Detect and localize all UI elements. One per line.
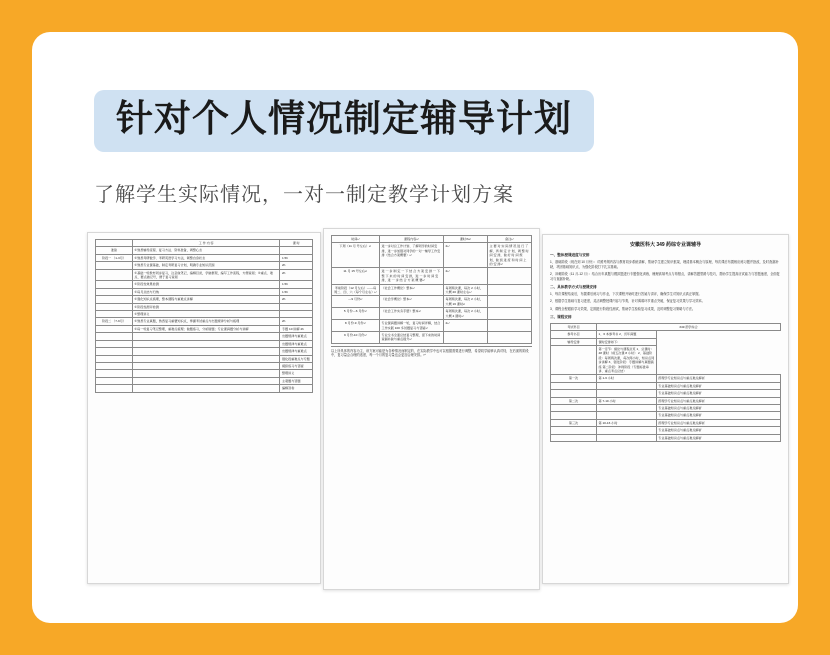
right-course-cell: 专业基础知识点与重点难点解析	[656, 434, 780, 441]
table-row	[96, 370, 313, 377]
table-row	[332, 296, 532, 308]
right-course-table	[550, 323, 781, 442]
middle-schedule-cell: 《社会工作概论》整本↵	[380, 284, 444, 296]
right-header-0: 考试科目	[551, 323, 597, 330]
middle-schedule-cell: 专业全书全面总结复习整理，留下来的时间查漏补缺与重点提升↵	[380, 331, 444, 343]
table-row	[96, 269, 313, 281]
left-plan-cell	[96, 311, 133, 318]
middle-schedule-cell: 下周（11 月 号左右）↵	[332, 243, 380, 268]
right-section-heading: 一、整体授课进度与安排	[550, 253, 590, 257]
middle-header-1: 课程内容↵	[380, 236, 444, 243]
middle-header-2: 课时/h↵	[444, 236, 488, 243]
left-plan-cell	[96, 340, 133, 347]
right-course-cell: 专业基础知识点与重点难点解析	[656, 412, 780, 419]
right-section-paragraph: 3、课程全程跟踪学习效果，定期进行阶段性测试，帮助学生检验复习成果，及时调整复习策略与方法。	[550, 306, 696, 311]
middle-schedule-cell	[488, 268, 532, 284]
middle-schedule-cell: 5 月份—6 月份↵	[332, 308, 380, 320]
middle-schedule-cell	[488, 284, 532, 296]
left-plan-cell	[96, 262, 133, 269]
middle-schedule-cell: 《社会学概论》整本↵	[380, 296, 444, 308]
table-row	[551, 405, 781, 412]
right-course-cell: 药理学专业知识点与重点难点解析	[656, 397, 780, 404]
right-section-paragraph: 1、基础阶段（现在到 10 月份）：对照考纲内容与教材同步系统讲解，帮助学生建立知识框架，理清基本概念与原理，每次课后布置相应练习题并批改，及时查漏补缺，巩固基础知识点，为强化阶段打下扎实基础。	[550, 260, 779, 269]
left-plan-cell: 整理讲义	[280, 370, 313, 377]
table-row	[96, 296, 313, 303]
table-row	[96, 325, 313, 332]
left-plan-cell	[96, 288, 133, 295]
left-plan-cell	[132, 340, 280, 347]
right-course-cell: 药理学专业知识点与重点难点解析	[656, 419, 780, 426]
left-plan-cell	[132, 348, 280, 355]
left-plan-cell: 出题规律与重难点	[280, 348, 313, 355]
middle-schedule-cell: 每周两次课，每次 2 小时，大概 16 课时↵	[444, 296, 488, 308]
right-course-cell: 第 7-10 小时	[597, 397, 657, 404]
middle-schedule-cell	[488, 320, 532, 332]
left-plan-cell	[96, 362, 133, 369]
left-plan-cell: 2h	[280, 262, 313, 269]
middle-schedule-cell: 每周两次课，每次 2 小时，大概 20 课时左右↵	[444, 284, 488, 296]
middle-schedule-cell	[488, 296, 532, 308]
left-plan-cell: 1.5h	[280, 281, 313, 288]
right-course-cell: 药理学专业知识点与重点难点解析	[656, 375, 780, 382]
table-row	[332, 268, 532, 284]
table-row	[96, 377, 313, 384]
table-row	[96, 247, 313, 254]
left-plan-cell: ①强化知识点梳理，整本课程与重难点讲解	[132, 296, 280, 303]
table-row	[551, 397, 781, 404]
right-course-cell: 第三次	[551, 419, 597, 426]
left-plan-cell	[96, 281, 133, 288]
right-doc-sections	[550, 253, 781, 320]
right-section-paragraph: 2、根据学生基础与复习进度，灵活调整授课内容与节奏，针对薄弱环节重点突破，保证复习效果与学习效率。	[550, 299, 705, 304]
left-plan-cell	[132, 355, 280, 362]
right-course-cell: 第 1-6 小时	[597, 375, 657, 382]
document-schedule-table-middle[interactable]	[323, 228, 540, 590]
table-row	[96, 318, 313, 325]
table-row	[96, 262, 313, 269]
middle-schedule-cell: 《社会工作实务手册》整本↵	[380, 308, 444, 320]
right-section-paragraph: 1、每次课程结束后，布置课后练习与作业，下次课程开始时进行答疑与讲评，确保学生对知识点真正掌握。	[550, 291, 702, 296]
middle-schedule-cell	[488, 308, 532, 320]
right-section-heading: 三、课程安排	[550, 314, 572, 319]
table-row	[96, 281, 313, 288]
right-course-cell: 专业基础知识点与重点难点解析	[656, 427, 780, 434]
table-row	[96, 362, 313, 369]
table-row	[96, 348, 313, 355]
right-course-cell	[597, 412, 657, 419]
left-plan-cell	[96, 385, 133, 392]
document-gallery	[87, 228, 787, 588]
left-plan-cell	[96, 325, 133, 332]
right-course-cell: 第一次	[551, 375, 597, 382]
left-plan-cell: 阶段一 （1-3月）	[96, 254, 133, 261]
table-row	[332, 284, 532, 296]
left-plan-cell: 2h	[280, 318, 313, 325]
table-row	[551, 331, 781, 338]
table-row	[96, 311, 313, 318]
left-plan-cell: ①阶段性效果检测	[132, 281, 280, 288]
left-plan-cell	[132, 362, 280, 369]
right-course-cell	[597, 434, 657, 441]
left-plan-cell: ①熟悉专业课基础，制定考研复习计划，明确专业知识范围	[132, 262, 280, 269]
document-tutoring-plan-right[interactable]	[542, 234, 789, 584]
left-header-1: 工 作 内 容	[132, 240, 280, 247]
table-row	[96, 333, 313, 340]
right-course-cell	[551, 434, 597, 441]
left-plan-cell: ①每月总结与归纳	[132, 288, 280, 295]
middle-schedule-cell: 主 要 对 实 际 情 况 进 行 了 解，再 制 定 计 划，调 整 时 间 安 排，做 好 时 间 规 划，做 到 进 度 和 时 间 上 的 安 排↵	[488, 243, 532, 268]
table-header-row	[332, 236, 532, 243]
left-plan-cell	[280, 247, 313, 254]
left-plan-cell	[96, 370, 133, 377]
left-plan-cell: 主观题与答题	[280, 377, 313, 384]
left-plan-table	[95, 239, 313, 393]
page-title: 针对个人情况制定辅导计划	[116, 98, 572, 139]
table-row	[551, 427, 781, 434]
middle-schedule-cell: 进 一 步 制 定 一 下 结 合 方 案 安 排 一 下 整 下 来 的 时 间 安 排，进 一 步 时 间 安 排，进 一 步 结 合 方 案 概 要↵	[380, 268, 444, 284]
right-course-cell: 专业基础知识点与重点难点解析	[656, 405, 780, 412]
right-course-cell: 1、6 本参考书 2、历年真题	[597, 331, 657, 338]
left-plan-cell	[96, 377, 133, 384]
right-doc-title: 安徽医科大 349 药综专业课辅导	[629, 242, 702, 248]
table-row	[332, 320, 532, 332]
right-course-cell	[597, 427, 657, 434]
left-plan-cell: ①熟悉辅导流程、复习方法、资料准备，调整心态	[132, 247, 280, 254]
left-plan-cell	[132, 377, 280, 384]
table-row	[332, 331, 532, 343]
table-row	[551, 390, 781, 397]
left-plan-cell: 2h	[280, 269, 313, 281]
middle-schedule-cell: 8 月份-9 月份↵	[332, 320, 380, 332]
middle-schedule-cell: 专业课真题讲解一轮，复习时间详解，结合工作实践 100 多试题复习与答疑↵	[380, 320, 444, 332]
left-plan-cell: ①基础一轮教材同步复习，注意做笔记，编辑目录，学做框架，编写工作流程，方便查阅；②重点、难点、要点做记号，便于复习查阅	[132, 269, 280, 281]
left-plan-cell	[96, 333, 133, 340]
left-plan-cell	[280, 311, 313, 318]
middle-schedule-cell	[488, 331, 532, 343]
left-plan-cell	[96, 303, 133, 310]
table-row	[96, 254, 313, 261]
middle-schedule-table	[331, 235, 532, 344]
left-plan-cell	[132, 333, 280, 340]
left-plan-cell: 1.5h	[280, 254, 313, 261]
left-plan-cell: 1.5h	[280, 288, 313, 295]
right-section-paragraph: 2、冲刺阶段（11 月-12 月）：结合历年真题与模拟题进行专题强化训练，梳理高频考点与易错点，讲解答题思路与技巧，帮助学生提高应试能力与答题速度，全面复习与查漏补缺。	[550, 272, 780, 281]
left-plan-cell	[132, 385, 280, 392]
right-course-cell: 第一章节：绪论与课程总览 1、总课时：48 课时（前五次课 8 小时） 2、基础阶段：每周两次课，每次两小时，知识点同步讲解 3、强化阶段：专题讲解与真题演练 第二阶段：冲刺阶段（专题标准串讲、重点考点总结）	[597, 345, 657, 374]
right-course-cell: 第 10-16 小时	[597, 419, 657, 426]
document-right-body	[543, 235, 788, 448]
document-left-body	[88, 233, 320, 399]
table-row	[96, 303, 313, 310]
table-row	[551, 434, 781, 441]
right-course-cell	[551, 427, 597, 434]
table-row	[96, 340, 313, 347]
table-row	[551, 345, 781, 374]
right-course-cell	[551, 405, 597, 412]
middle-schedule-cell: 每周两次课，每次 2 小时，大概 4 课时↵	[444, 308, 488, 320]
left-plan-cell: ①熟悉考研数学、考研英语学习方法，调整自身状态	[132, 254, 280, 261]
left-plan-cell	[96, 296, 133, 303]
table-row	[96, 385, 313, 392]
right-course-cell	[551, 382, 597, 389]
table-header-row	[551, 323, 781, 330]
left-plan-cell	[96, 355, 133, 362]
right-header-1: 349 药学综合	[597, 323, 781, 330]
right-course-cell: 辅导安排	[551, 338, 597, 345]
left-plan-cell: ①每一轮复习笔记整理，重难点梳理；做题练习，分析错题；专业课真题分析与讲解	[132, 325, 280, 332]
right-course-cell: 参考书目	[551, 331, 597, 338]
middle-schedule-cell	[444, 331, 488, 343]
table-row	[551, 338, 781, 345]
left-plan-cell	[280, 303, 313, 310]
left-plan-cell: 出题规律与重难点	[280, 333, 313, 340]
table-row	[551, 382, 781, 389]
middle-table-footer: 以上所具体的内容为主，该方案可能是为各种情况而制定的，在实际教学中也可以根据需要进行调整，希望同学能够认真对待，在后面的阶段中，复习量会合理的适度，每一个月的复习量也会更加合理安排。↵	[331, 346, 532, 358]
left-header-0	[96, 240, 133, 247]
middle-schedule-cell: 2↵	[444, 243, 488, 268]
middle-schedule-cell: 考前阶段（12 月左右）——每周二、四、六（每个月左右）↵	[332, 284, 380, 296]
table-row	[96, 355, 313, 362]
middle-schedule-cell: 2↵	[444, 320, 488, 332]
left-plan-cell: ①阶段性测评检测	[132, 303, 280, 310]
table-row	[96, 288, 313, 295]
left-plan-cell: 阶段二 （7-9月）	[96, 318, 133, 325]
left-plan-cell: 准备	[96, 247, 133, 254]
right-course-cell	[597, 405, 657, 412]
table-row	[551, 419, 781, 426]
right-course-cell: 课时安排如下：	[597, 338, 657, 345]
table-row	[551, 375, 781, 382]
left-plan-cell: ①整理讲义	[132, 311, 280, 318]
left-plan-cell	[132, 370, 280, 377]
left-plan-cell: ①熟悉专业真题，熟悉复习重要知识点，掌握考试重点与出题规律分析与梳理	[132, 318, 280, 325]
document-middle-body	[324, 229, 539, 364]
poster-card	[32, 32, 798, 623]
middle-schedule-cell: 进一步对总工作计划、了解同学的时间安排，进一步加强对同学的一对一辅导工作安排（结合方案概要）↵	[380, 243, 444, 268]
right-course-cell	[597, 382, 657, 389]
middle-schedule-cell: —9 月份↵	[332, 296, 380, 308]
table-row	[551, 412, 781, 419]
right-course-cell: 专业基础知识点与重点难点解析	[656, 382, 780, 389]
table-header-row	[96, 240, 313, 247]
left-plan-cell	[96, 269, 133, 281]
title-highlight-pill	[94, 90, 594, 152]
right-course-cell	[551, 390, 597, 397]
table-row	[332, 308, 532, 320]
middle-schedule-cell: 11 月 15 号左右↵	[332, 268, 380, 284]
right-section-heading: 二、具体教学方式与授课安排	[550, 284, 597, 289]
page-subtitle: 了解学生实际情况，一对一制定教学计划方案	[94, 184, 514, 206]
left-plan-cell	[96, 348, 133, 355]
left-plan-cell: 2h	[280, 296, 313, 303]
left-plan-cell: 模拟练习与答疑	[280, 362, 313, 369]
right-course-cell: 第二次	[551, 397, 597, 404]
left-plan-cell: 专题 10 讲解 4h	[280, 325, 313, 332]
title-block	[94, 90, 594, 152]
table-row	[332, 243, 532, 268]
left-plan-cell: 强化段重难点与专题	[280, 355, 313, 362]
left-plan-cell: 编辑答卷	[280, 385, 313, 392]
right-course-cell	[551, 412, 597, 419]
middle-header-3: 备注↵	[488, 236, 532, 243]
right-course-cell	[597, 390, 657, 397]
document-plan-table-left[interactable]	[87, 232, 321, 584]
left-header-2: 课 时	[280, 240, 313, 247]
middle-schedule-cell: 2↵	[444, 268, 488, 284]
left-plan-cell: 出题规律与重难点	[280, 340, 313, 347]
middle-header-0: 时间↵	[332, 236, 380, 243]
right-course-cell	[551, 345, 597, 374]
middle-schedule-cell: 9 月份-10 月份↵	[332, 331, 380, 343]
right-course-cell: 专业基础知识点与重点难点解析	[656, 390, 780, 397]
